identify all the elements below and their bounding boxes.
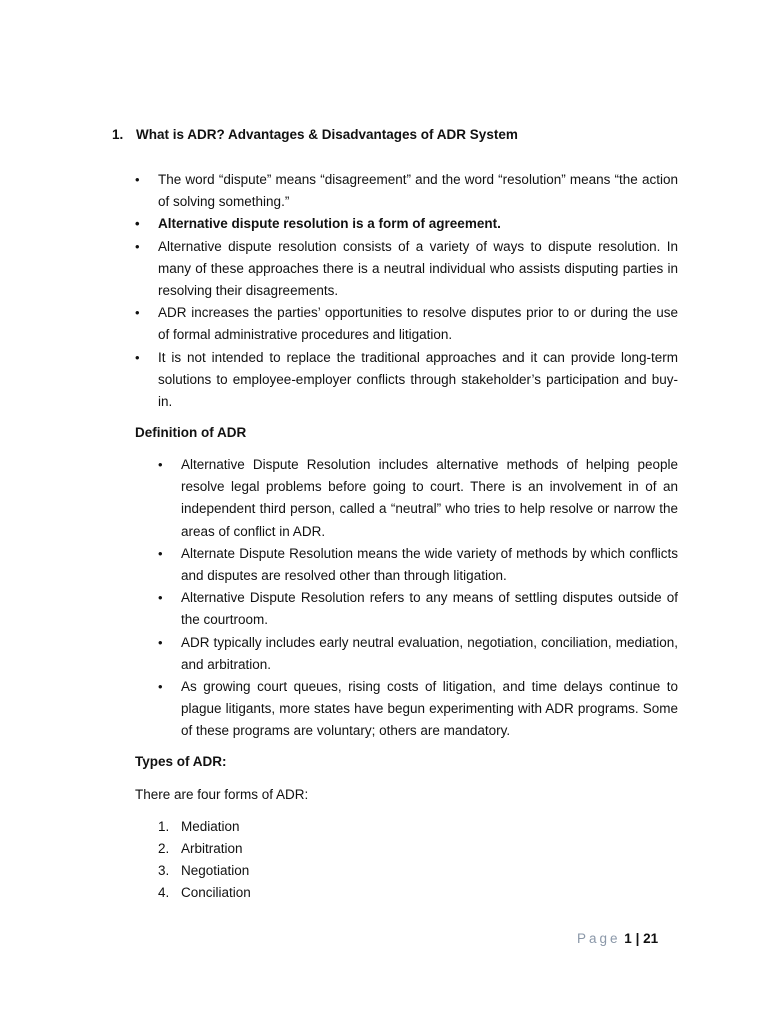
bullet-icon: • bbox=[135, 349, 140, 365]
list-item: 3. Negotiation bbox=[158, 863, 250, 878]
list-item: 2. Arbitration bbox=[158, 841, 243, 856]
page-footer bbox=[577, 929, 658, 949]
definition-bullet-list bbox=[158, 454, 678, 743]
section-heading bbox=[112, 125, 692, 145]
bullet-icon: • bbox=[158, 634, 163, 650]
list-item: • Alternative Dispute Resolution includes alternative methods of helping people resolve legal problems before going to court. There is an involvement in of an independent third person, called a “neutral” who tries to help resolve or narrow the areas of conflict in ADR. bbox=[181, 454, 678, 543]
total-pages: 21 bbox=[643, 931, 659, 946]
bullet-icon: • bbox=[158, 545, 163, 561]
bullet-icon: • bbox=[158, 679, 163, 695]
list-item: • As growing court queues, rising costs of litigation, and time delays continue to plague litigants, more states have begun experimenting with ADR programs. Some of these programs are voluntary; others are mandatory. bbox=[181, 676, 678, 743]
types-heading: Types of ADR: bbox=[135, 754, 227, 769]
list-item: 4. Conciliation bbox=[158, 885, 251, 900]
list-item: • Alternative dispute resolution is a form of agreement. bbox=[158, 213, 678, 235]
list-item: • Alternative dispute resolution consists of a variety of ways to dispute resolution. In many of these approaches there is a neutral individual who assists disputing parties in resolving their disagreements. bbox=[158, 236, 678, 303]
intro-bullet-list bbox=[135, 169, 678, 413]
bullet-icon: • bbox=[135, 172, 140, 187]
list-item: • ADR increases the parties’ opportunities to resolve disputes prior to or during the use of formal administrative procedures and litigation. bbox=[158, 302, 678, 346]
section-number: 1. bbox=[112, 127, 124, 142]
current-page-number: 1 bbox=[624, 931, 632, 946]
list-item: • It is not intended to replace the traditional approaches and it can provide long-term solutions to employee-employer conflicts through stakeholder’s participation and buy-in. bbox=[158, 347, 678, 414]
list-item: • Alternative Dispute Resolution refers to any means of settling disputes outside of the courtroom. bbox=[181, 587, 678, 631]
bullet-icon: • bbox=[135, 305, 140, 321]
types-list bbox=[158, 816, 251, 904]
list-item: • ADR typically includes early neutral evaluation, negotiation, conciliation, mediation, and arbitration. bbox=[181, 632, 678, 676]
bullet-icon: • bbox=[158, 457, 163, 472]
page-separator: | bbox=[635, 931, 640, 946]
definition-heading: Definition of ADR bbox=[135, 425, 247, 440]
page-label: Page bbox=[577, 931, 621, 946]
section-title: What is ADR? Advantages & Disadvantages of ADR System bbox=[136, 127, 518, 142]
bullet-icon: • bbox=[158, 590, 163, 606]
list-item: 1. Mediation bbox=[158, 819, 240, 834]
types-intro: There are four forms of ADR: bbox=[135, 787, 309, 802]
bullet-icon: • bbox=[135, 238, 140, 254]
list-item: • Alternate Dispute Resolution means the wide variety of methods by which conflicts and disputes are resolved other than through litigation. bbox=[181, 543, 678, 587]
bullet-icon: • bbox=[135, 216, 140, 232]
list-item: • The word “dispute” means “disagreement” and the word “resolution” means “the action of solving something.” bbox=[158, 169, 678, 213]
